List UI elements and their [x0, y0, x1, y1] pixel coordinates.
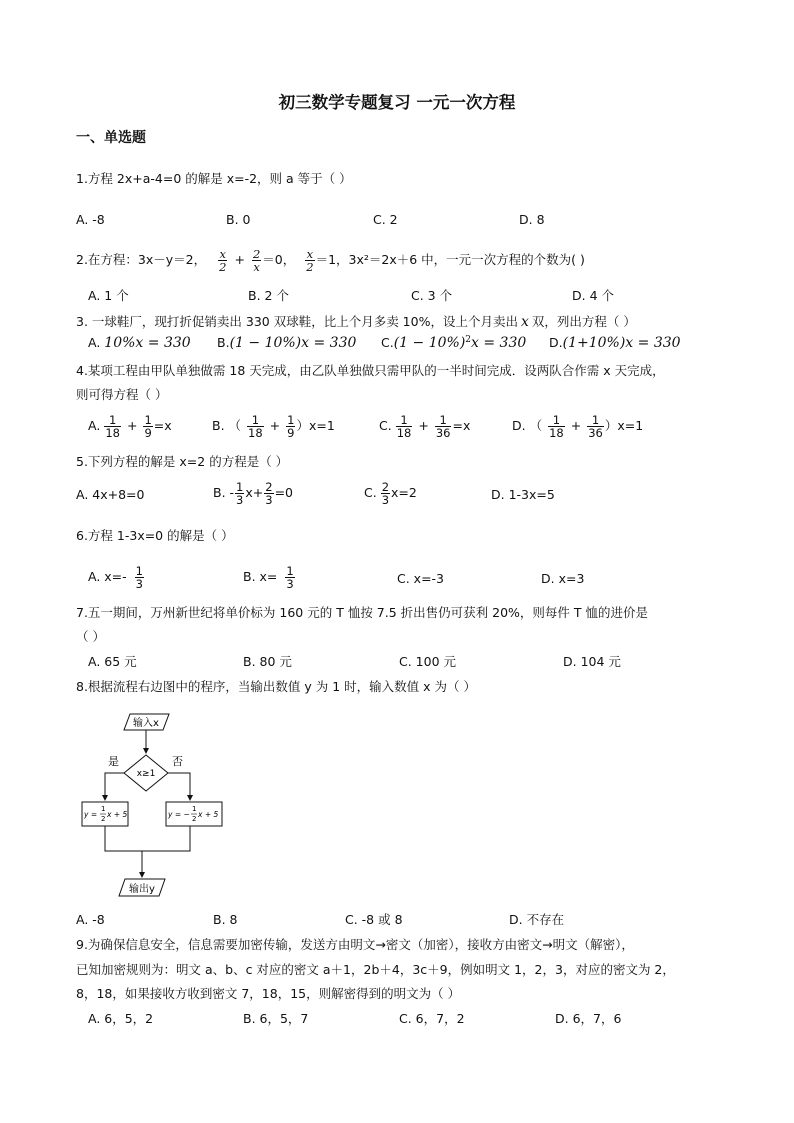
flow-input-label: 输入x: [133, 718, 159, 729]
q8-option-c: C. -8 或 8: [345, 912, 403, 927]
q2-option-b: B. 2 个: [248, 288, 289, 303]
q6-option-a: A. x=- $\frac{1}{3}$: [88, 564, 143, 592]
q7-option-d: D. 104 元: [563, 654, 621, 669]
q3-option-c: $C.(1 - 10\%)^2x = 330$: [381, 335, 527, 352]
q9-option-b: B. 6，5，7: [243, 1011, 309, 1026]
fraction-2-over-x: $\frac{2}{x}$: [252, 247, 261, 275]
question-9-line-3: 8，18，如果接收方收到密文 7，18，15，则解密得到的明文为（ ）: [76, 986, 461, 1001]
question-9-line-1: 9.为确保信息安全，信息需要加密传输，发送方由明文→密文（加密），接收方由密文→明文（解密），: [76, 937, 634, 952]
q1-option-d: D. 8: [519, 212, 545, 227]
q4-option-b: B. （ $\frac{1}{18}$ + $\frac{1}{9}$ ）x=1: [212, 413, 335, 441]
question-4-line-2: 则可得方程（ ）: [76, 387, 168, 402]
q6-option-b: B. x= $\frac{1}{3}$: [243, 564, 294, 592]
svg-text:1: 1: [101, 805, 106, 813]
svg-text:y =: y =: [84, 810, 98, 819]
flow-output-label: 输出y: [129, 884, 155, 895]
question-1-stem: 1.方程 2x+a-4=0 的解是 x=-2，则 a 等于（ ）: [76, 171, 352, 186]
svg-text:y = −: y = −: [168, 810, 190, 819]
q4-option-a: A. $\frac{1}{18}$ + $\frac{1}{9}$ =x: [88, 413, 172, 441]
svg-text:1: 1: [192, 805, 197, 813]
q4-option-c: C. $\frac{1}{18}$ + $\frac{1}{36}$ =x: [379, 413, 471, 441]
page-title: 初三数学专题复习 一元一次方程: [278, 93, 516, 112]
q1-option-a: A. -8: [76, 212, 105, 227]
question-2-stem: 2.在方程：3x－y＝2， $\frac{x}{2}$ + $\frac{2}{x}$ ＝0， $\frac{x}{2}$ ＝1，3x²＝2x＋6 中，一元一次方程的个数为( ): [76, 247, 585, 275]
flow-decision-label: x≥1: [136, 769, 156, 779]
q3-option-d: D.(1+10%)x = 330: [549, 335, 681, 351]
q8-option-a: A. -8: [76, 912, 105, 927]
q5-option-d: D. 1-3x=5: [491, 487, 555, 502]
q3-option-b: B.(1 − 10%)x = 330: [217, 335, 357, 351]
section-heading: 一、单选题: [76, 130, 146, 146]
q6-option-d: D. x=3: [541, 571, 585, 586]
flow-yes-label: 是: [108, 755, 119, 768]
flowchart: [76, 705, 236, 907]
svg-text:x + 5: x + 5: [107, 810, 128, 819]
q7-option-c: C. 100 元: [399, 654, 457, 669]
svg-text:x + 5: x + 5: [198, 810, 219, 819]
q9-option-a: A. 6，5，2: [88, 1011, 154, 1026]
q6-option-c: C. x=-3: [397, 571, 445, 586]
q5-option-a: A. 4x+8=0: [76, 487, 145, 502]
svg-text:2: 2: [192, 815, 197, 823]
question-3-stem: 3. 一球鞋厂，现打折促销卖出 330 双球鞋，比上个月多卖 10%，设上个月卖出 x 双，列出方程（ ）: [76, 314, 636, 330]
flow-no-label: 否: [172, 755, 183, 768]
q4-option-d: D. （ $\frac{1}{18}$ + $\frac{1}{36}$ ）x=1: [512, 413, 644, 441]
q1-option-c: C. 2: [373, 212, 398, 227]
q9-option-c: C. 6，7，2: [399, 1011, 465, 1026]
question-8-stem: 8.根据流程右边图中的程序，当输出数值 y 为 1 时，输入数值 x 为（ ）: [76, 679, 476, 694]
fraction-x-over-2: $\frac{x}{2}$: [306, 247, 314, 275]
q2-option-c: C. 3 个: [411, 288, 453, 303]
q8-option-d: D. 不存在: [509, 912, 565, 927]
q1-option-b: B. 0: [226, 212, 251, 227]
fraction-x-over-2: $\frac{x}{2}$: [219, 247, 227, 275]
question-4-line-1: 4.某项工程由甲队单独做需 18 天完成，由乙队单独做只需甲队的一半时间完成．设两队合作需 x 天完成，: [76, 363, 665, 378]
question-5-stem: 5.下列方程的解是 x=2 的方程是（ ）: [76, 454, 289, 469]
q3-option-a: A. 10%x = 330: [88, 335, 191, 351]
q2-option-a: A. 1 个: [88, 288, 129, 303]
q5-option-c: C. $\frac{2}{3}$ x=2: [364, 480, 417, 508]
question-9-line-2: 已知加密规则为：明文 a、b、c 对应的密文 a＋1，2b＋4，3c＋9，例如明文 1，2，3，对应的密文为 2，: [76, 962, 675, 977]
q7-option-a: A. 65 元: [88, 654, 137, 669]
q9-option-d: D. 6，7，6: [555, 1011, 622, 1026]
q5-option-b: B. - $\frac{1}{3}$ x+ $\frac{2}{3}$ =0: [213, 480, 294, 508]
q2-option-d: D. 4 个: [572, 288, 614, 303]
q7-option-b: B. 80 元: [243, 654, 292, 669]
question-7-line-2: （ ）: [76, 629, 105, 644]
svg-text:2: 2: [101, 815, 106, 823]
q8-option-b: B. 8: [213, 912, 238, 927]
question-6-stem: 6.方程 1-3x=0 的解是（ ）: [76, 528, 234, 543]
question-7-line-1: 7.五一期间，万州新世纪将单价标为 160 元的 T 恤按 7.5 折出售仍可获利 20%，则每件 T 恤的进价是: [76, 605, 648, 620]
